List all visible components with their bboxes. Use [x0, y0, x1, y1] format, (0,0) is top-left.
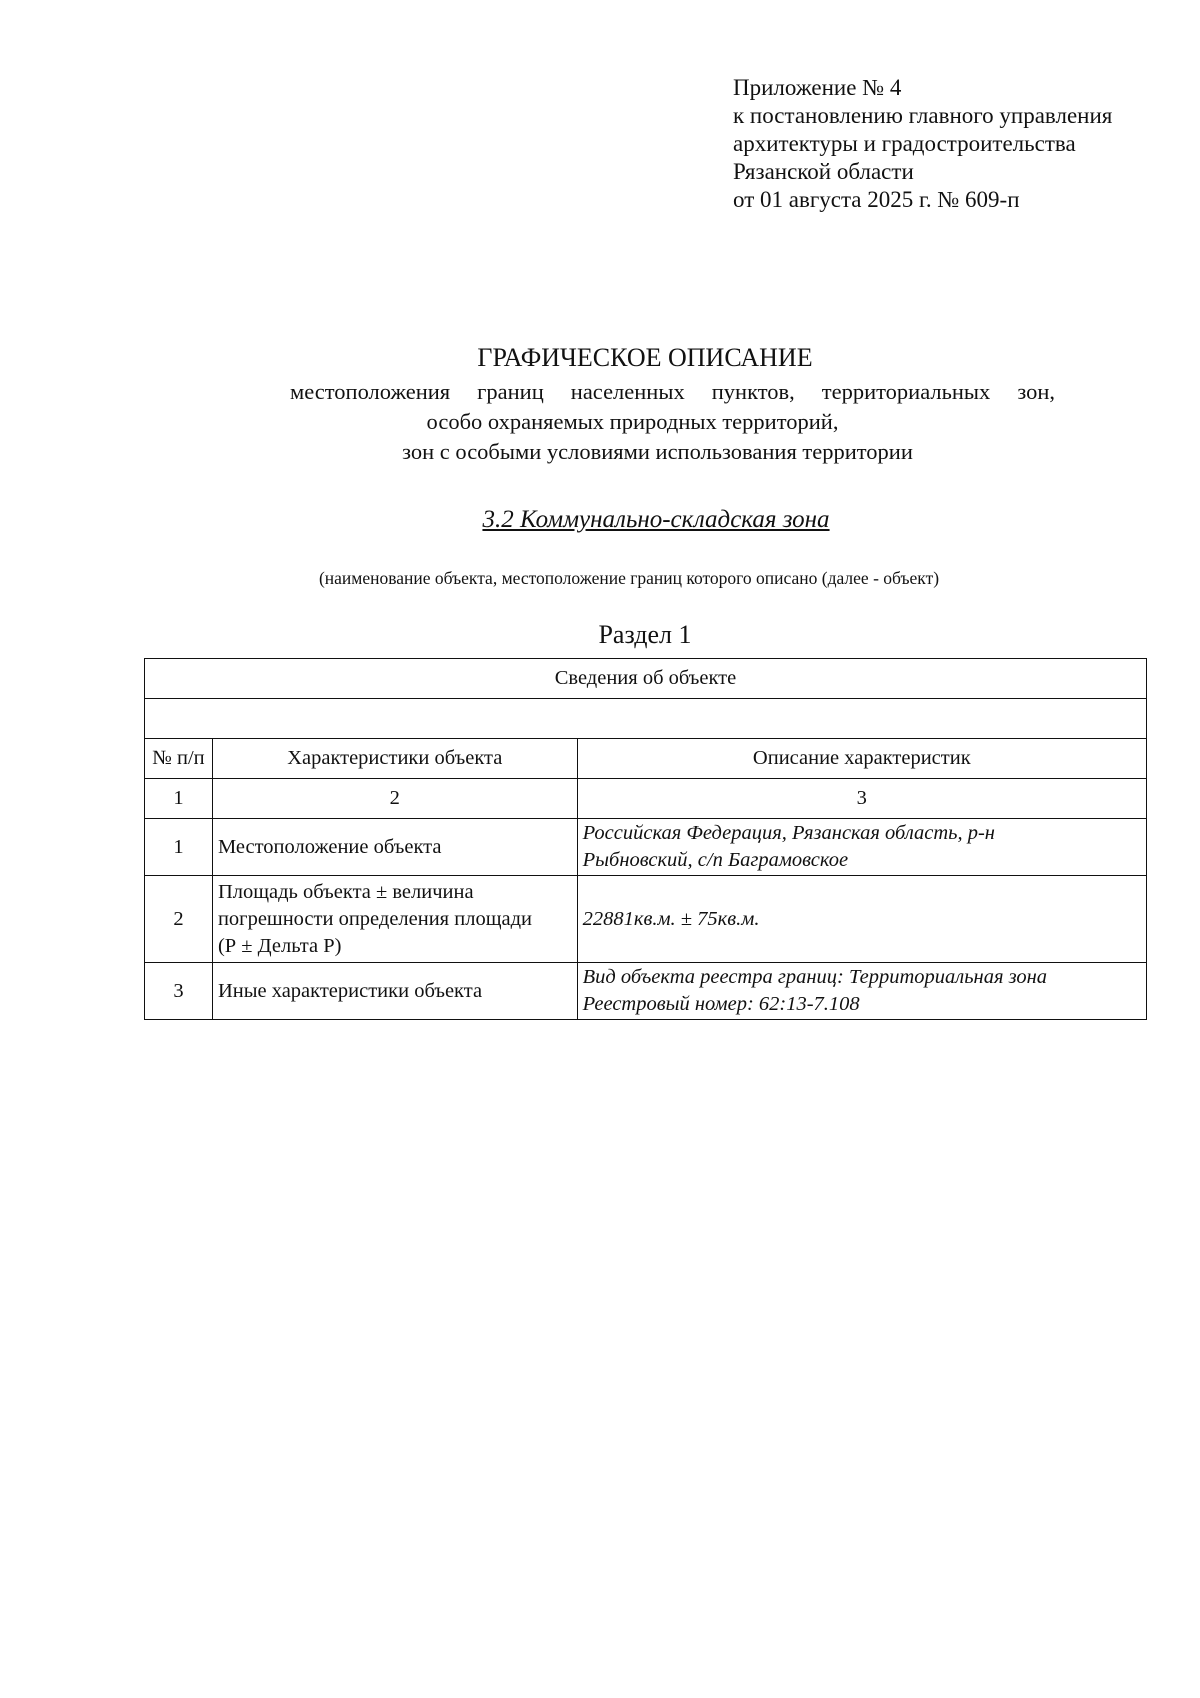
description-line: Российская Федерация, Рязанская область, р-н	[582, 822, 995, 844]
appendix-line: Приложение № 4	[733, 75, 902, 100]
header-number: № п/п	[145, 739, 213, 779]
subtitle-line: зон с особыми условиями использования территории	[402, 439, 913, 464]
column-number: 2	[212, 779, 577, 819]
table-numbering-row	[145, 779, 1147, 819]
appendix-line: Рязанской области	[733, 159, 914, 184]
table-row	[145, 819, 1147, 876]
subtitle-line: местоположения границ населенных пунктов, территориальных зон,	[290, 379, 1055, 404]
section-title: Раздел 1	[598, 620, 692, 649]
row-number: 3	[145, 963, 213, 1020]
table-row	[145, 876, 1147, 963]
table-caption-row	[145, 659, 1147, 699]
characteristic-line: погрешности определения площади	[217, 907, 532, 930]
characteristic-line: Площадь объекта ± величина	[217, 880, 474, 903]
description-line: Реестровый номер: 62:13-7.108	[582, 993, 860, 1015]
appendix-line: архитектуры и градостроительства	[733, 131, 1076, 156]
row-characteristic	[212, 876, 577, 963]
appendix-line: от 01 августа 2025 г. № 609-п	[733, 187, 1020, 212]
table-header-row	[145, 739, 1147, 779]
row-description	[577, 819, 1146, 876]
column-number: 3	[577, 779, 1146, 819]
table-caption: Сведения об объекте	[145, 659, 1147, 699]
characteristic-line: (Р ± Дельта Р)	[217, 934, 342, 957]
table-row	[145, 963, 1147, 1020]
row-characteristic: Иные характеристики объекта	[212, 963, 577, 1020]
row-characteristic: Местоположение объекта	[212, 819, 577, 876]
table-blank-row	[145, 699, 1147, 739]
document-title: ГРАФИЧЕСКОЕ ОПИСАНИЕ	[477, 343, 813, 372]
appendix-line: к постановлению главного управления	[733, 103, 1113, 128]
description-line: Рыбновский, с/п Баграмовское	[582, 849, 849, 871]
appendix-block	[733, 74, 1112, 214]
row-description	[577, 963, 1146, 1020]
object-name: 3.2 Коммунально-складская зона	[482, 506, 830, 533]
object-info-table	[144, 658, 1147, 1020]
description-line: Вид объекта реестра границ: Территориальная зона	[582, 966, 1048, 988]
row-number: 2	[145, 876, 213, 963]
subtitle-line: особо охраняемых природных территорий,	[426, 409, 839, 434]
header-description: Описание характеристик	[577, 739, 1146, 779]
header-characteristic: Характеристики объекта	[212, 739, 577, 779]
row-description: 22881кв.м. ± 75кв.м.	[577, 876, 1146, 963]
object-caption: (наименование объекта, местоположение границ которого описано (далее - объект)	[318, 568, 940, 588]
row-number: 1	[145, 819, 213, 876]
table-blank-cell	[145, 699, 1147, 739]
column-number: 1	[145, 779, 213, 819]
document-subtitle	[290, 377, 1055, 467]
